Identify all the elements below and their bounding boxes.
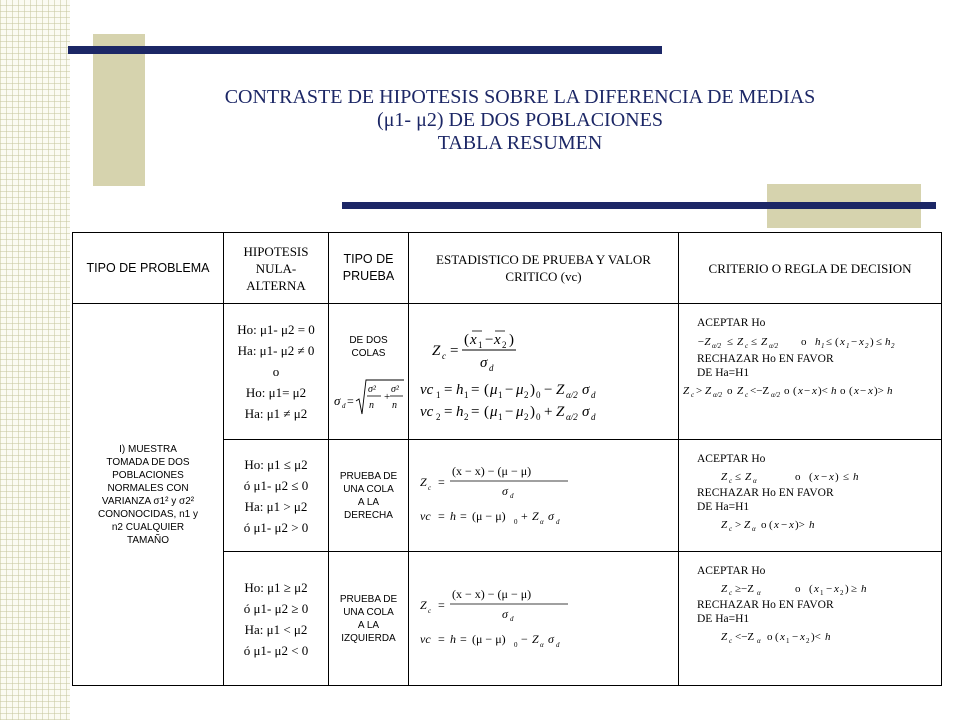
table-row (73, 304, 942, 440)
reject-condition-formula (721, 514, 921, 534)
top-accent-line (68, 46, 662, 54)
svg-text:d: d (510, 614, 514, 623)
svg-text:μ: μ (490, 403, 498, 420)
svg-text:−: − (521, 631, 528, 646)
svg-text:Z: Z (737, 385, 744, 397)
svg-text:Z: Z (721, 631, 728, 643)
summary-table (72, 232, 942, 686)
svg-text:h: h (456, 381, 464, 398)
svg-text:(: ( (835, 336, 839, 348)
svg-text:d: d (510, 491, 514, 500)
svg-text:): ) (845, 583, 849, 595)
svg-text:d: d (489, 362, 494, 373)
test-type-line: A LA (357, 496, 380, 508)
svg-text:o: o (761, 519, 767, 531)
svg-text:(μ − μ): (μ − μ) (472, 508, 506, 523)
svg-text:−: − (485, 331, 494, 348)
svg-text:o: o (795, 583, 801, 595)
svg-text:Z: Z (721, 519, 728, 531)
svg-text:x: x (798, 385, 803, 397)
svg-text:h: h (450, 631, 456, 646)
svg-text:α: α (540, 517, 544, 526)
svg-text:Z: Z (761, 336, 768, 348)
svg-text:−: − (781, 519, 788, 531)
svg-text:(: ( (849, 385, 853, 397)
svg-text:−: − (505, 403, 514, 420)
svg-text:−: − (792, 631, 799, 643)
svg-text:+: + (544, 403, 553, 420)
svg-text:α: α (753, 477, 757, 485)
svg-text:Z: Z (705, 385, 712, 397)
svg-text:<−Z: <−Z (750, 385, 770, 397)
svg-text:=: = (471, 403, 480, 420)
svg-text:≤: ≤ (826, 336, 833, 348)
svg-text:σ: σ (582, 381, 590, 398)
header-estadistico: ESTADISTICO DE PRUEBA Y VALOR CRITICO (vc) (409, 233, 679, 304)
svg-text:): ) (530, 381, 535, 398)
svg-text:0: 0 (514, 640, 518, 649)
statistic-cell (409, 552, 679, 686)
svg-text:x: x (470, 331, 477, 348)
svg-text:=: = (347, 394, 354, 408)
svg-text:o: o (727, 385, 733, 397)
test-type-line: PRUEBA DE (339, 593, 398, 605)
svg-text:c: c (729, 589, 733, 597)
svg-text:1: 1 (464, 389, 469, 400)
svg-text:h: h (825, 631, 831, 643)
svg-text:−Z: −Z (697, 336, 711, 348)
header-criterio: CRITERIO O REGLA DE DECISION (679, 233, 942, 304)
svg-text:σ: σ (480, 354, 488, 371)
svg-text:=: = (460, 631, 467, 646)
svg-text:≥: ≥ (851, 583, 858, 595)
svg-text:x: x (814, 471, 819, 483)
svg-text:c: c (729, 477, 733, 485)
svg-text:(: ( (793, 385, 797, 397)
svg-text:0: 0 (514, 517, 518, 526)
title-line-3: TABLA RESUMEN (437, 132, 603, 154)
svg-text:−: − (821, 471, 828, 483)
svg-text:o: o (767, 631, 773, 643)
reject-condition-formula (721, 626, 921, 646)
svg-text:(: ( (484, 403, 489, 420)
test-type-cell (329, 552, 409, 686)
svg-text:o: o (784, 385, 790, 397)
svg-text:x: x (829, 471, 834, 483)
svg-text:−: − (826, 583, 833, 595)
test-type-line: A LA (357, 619, 380, 631)
reject-label: RECHAZAR Ho EN FAVOR (697, 353, 834, 365)
svg-text:Z: Z (721, 583, 728, 595)
svg-text:2: 2 (806, 637, 810, 645)
title-line-1: CONTRASTE DE HIPOTESIS SOBRE LA DIFERENCIA DE MEDIAS (224, 86, 816, 108)
problem-line: TOMADA DE DOS (106, 456, 190, 468)
svg-text:0: 0 (536, 411, 541, 422)
svg-text:1: 1 (820, 589, 824, 597)
svg-text:=: = (460, 508, 467, 523)
problem-line: NORMALES CON (107, 482, 189, 494)
svg-text:≤: ≤ (735, 471, 742, 483)
svg-text:−: − (804, 385, 811, 397)
hypothesis-line: ó μ1- μ2 > 0 (243, 519, 309, 535)
svg-text:Z: Z (737, 336, 744, 348)
hypothesis-cell (224, 440, 329, 552)
svg-text:)>: )> (795, 519, 805, 531)
svg-text:−: − (544, 381, 553, 398)
svg-text:σ: σ (502, 606, 508, 621)
svg-text:x: x (814, 583, 819, 595)
header-row (73, 233, 942, 304)
svg-text:o: o (795, 471, 801, 483)
problem-line: CONONOCIDAS, n1 y (97, 508, 199, 520)
test-type-line: COLAS (351, 348, 386, 359)
svg-text:=: = (471, 381, 480, 398)
right-tail-statistic-formula (418, 462, 638, 530)
test-type-cell (329, 440, 409, 552)
svg-text:2: 2 (524, 411, 529, 422)
svg-text:c: c (745, 391, 749, 399)
two-tail-statistic-formula (418, 322, 678, 422)
svg-text:x: x (859, 336, 864, 348)
svg-text:(: ( (775, 631, 779, 643)
svg-text:x: x (834, 583, 839, 595)
svg-text:)<: )< (818, 385, 828, 397)
svg-text:>: > (696, 385, 703, 397)
svg-text:vc: vc (420, 508, 431, 523)
svg-text:=: = (438, 631, 445, 646)
accept-condition-formula (697, 330, 929, 352)
svg-text:d: d (591, 389, 596, 400)
hypothesis-line: Ha: μ1 ≠ μ2 (244, 406, 308, 421)
svg-text:≤: ≤ (727, 336, 734, 348)
svg-text:σ²: σ² (368, 384, 376, 395)
svg-text:≥−Z: ≥−Z (735, 583, 754, 595)
test-type-line: DERECHA (344, 509, 393, 521)
svg-text:α/2: α/2 (769, 342, 779, 350)
svg-text:1: 1 (498, 389, 503, 400)
svg-text:x: x (854, 385, 859, 397)
svg-text:h: h (831, 385, 837, 397)
svg-text:): ) (835, 471, 839, 483)
reject-label: RECHAZAR Ho EN FAVOR (697, 487, 834, 499)
svg-text:=: = (444, 381, 453, 398)
reject-label: RECHAZAR Ho EN FAVOR (697, 599, 834, 611)
reject-in-favor-label: DE Ha=H1 (697, 501, 750, 513)
svg-text:2: 2 (865, 342, 869, 350)
reject-condition-formula (683, 380, 915, 400)
svg-text:α/2: α/2 (713, 391, 723, 399)
hypothesis-line: Ho: μ1- μ2 = 0 (237, 322, 315, 337)
svg-text:(: ( (809, 471, 813, 483)
svg-text:=: = (438, 597, 445, 612)
svg-text:>: > (735, 519, 742, 531)
svg-text:2: 2 (436, 411, 441, 422)
svg-text:d: d (342, 402, 346, 410)
svg-text:h: h (885, 336, 891, 348)
svg-text:vc: vc (420, 403, 434, 420)
hypothesis-cell (224, 304, 329, 440)
svg-text:(: ( (809, 583, 813, 595)
svg-text:x: x (789, 519, 794, 531)
svg-text:−: − (851, 336, 858, 348)
svg-text:n: n (392, 400, 397, 411)
svg-text:1: 1 (846, 342, 850, 350)
test-type-line: DE DOS (349, 335, 388, 346)
svg-text:α/2: α/2 (771, 391, 781, 399)
problem-line: n2 CUALQUIER (111, 521, 185, 533)
svg-text:d: d (556, 517, 560, 526)
svg-text:=: = (450, 342, 459, 359)
test-type-line: IZQUIERDA (341, 632, 396, 644)
svg-text:α/2: α/2 (566, 411, 578, 422)
svg-text:α: α (752, 525, 756, 533)
svg-text:σ: σ (548, 508, 554, 523)
problem-type-cell (73, 304, 224, 686)
svg-text:x: x (774, 519, 779, 531)
svg-text:(: ( (484, 381, 489, 398)
problem-line: I) MUESTRA (119, 443, 177, 455)
svg-text:α/2: α/2 (566, 389, 578, 400)
svg-text:1: 1 (821, 342, 825, 350)
svg-text:=: = (444, 403, 453, 420)
svg-text:σ: σ (502, 483, 508, 498)
svg-text:h: h (815, 336, 821, 348)
problem-line: POBLACIONES (112, 469, 184, 481)
svg-text:1: 1 (498, 411, 503, 422)
svg-text:d: d (556, 640, 560, 649)
svg-text:c: c (729, 525, 733, 533)
accept-label: ACEPTAR Ho (697, 317, 766, 329)
header-tipo-problema: TIPO DE PROBLEMA (73, 233, 224, 304)
hypothesis-cell (224, 552, 329, 686)
svg-text:0: 0 (536, 389, 541, 400)
svg-text:c: c (729, 637, 733, 645)
svg-text:Z: Z (744, 519, 751, 531)
svg-text:2: 2 (891, 342, 895, 350)
left-tail-statistic-formula (418, 585, 638, 653)
hypothesis-line: ó μ1- μ2 ≤ 0 (243, 477, 309, 493)
svg-text:(: ( (769, 519, 773, 531)
svg-text:α: α (757, 637, 761, 645)
svg-text:α: α (757, 589, 761, 597)
svg-text:2: 2 (840, 589, 844, 597)
svg-text:μ: μ (516, 381, 524, 398)
hypothesis-line: Ho: μ1= μ2 (245, 385, 307, 400)
svg-text:Z: Z (432, 342, 441, 359)
bottom-accent-line (342, 202, 936, 209)
decision-cell (679, 304, 942, 440)
svg-text:−: − (860, 385, 867, 397)
svg-text:σ: σ (548, 631, 554, 646)
test-type-line: UNA COLA (343, 483, 394, 495)
svg-text:x: x (812, 385, 817, 397)
hypothesis-line: Ha: μ1 < μ2 (244, 621, 308, 637)
svg-text:c: c (745, 342, 749, 350)
svg-text:)<: )< (811, 631, 821, 643)
svg-text:n: n (369, 400, 374, 411)
svg-text:x: x (780, 631, 785, 643)
page-title (100, 86, 940, 155)
problem-line: VARIANZA σ1² y σ2² (101, 495, 195, 507)
svg-text:+: + (384, 391, 391, 403)
svg-text:x: x (868, 385, 873, 397)
svg-text:Z: Z (532, 508, 539, 523)
svg-text:): ) (509, 331, 514, 348)
statistic-cell (409, 440, 679, 552)
svg-text:h: h (456, 403, 464, 420)
svg-text:+: + (521, 508, 528, 523)
svg-text:<−Z: <−Z (735, 631, 755, 643)
svg-text:): ) (530, 403, 535, 420)
svg-text:=: = (438, 474, 445, 489)
svg-text:μ: μ (490, 381, 498, 398)
svg-text:(: ( (464, 331, 469, 348)
reject-in-favor-label: DE Ha=H1 (697, 613, 750, 625)
header-hipotesis: HIPOTESIS NULA-ALTERNA (224, 233, 329, 304)
svg-text:(x − x) − (μ − μ): (x − x) − (μ − μ) (452, 586, 532, 601)
accept-label: ACEPTAR Ho (697, 565, 766, 577)
hypothesis-line: ó μ1- μ2 < 0 (243, 642, 309, 658)
problem-line: TAMAÑO (126, 534, 170, 546)
test-type-line: UNA COLA (343, 606, 394, 618)
svg-text:Z: Z (532, 631, 539, 646)
accept-label: ACEPTAR Ho (697, 453, 766, 465)
svg-text:1: 1 (436, 389, 441, 400)
hypothesis-line: ó μ1- μ2 ≥ 0 (243, 600, 309, 616)
svg-text:h: h (809, 519, 815, 531)
svg-text:Z: Z (420, 597, 427, 612)
svg-text:σ²: σ² (391, 384, 399, 395)
svg-text:Z: Z (745, 471, 752, 483)
hypothesis-line: o (272, 364, 280, 379)
decision-cell (679, 552, 942, 686)
svg-text:Z: Z (420, 474, 427, 489)
test-type-cell (329, 304, 409, 440)
hypothesis-line: Ha: μ1 > μ2 (244, 498, 308, 514)
svg-text:=: = (438, 508, 445, 523)
svg-text:1: 1 (478, 339, 483, 350)
hypothesis-line: Ho: μ1 ≤ μ2 (244, 456, 308, 472)
reject-in-favor-label: DE Ha=H1 (697, 367, 750, 379)
svg-text:o: o (840, 385, 846, 397)
svg-text:h: h (853, 471, 859, 483)
svg-text:)>: )> (874, 385, 884, 397)
svg-text:2: 2 (464, 411, 469, 422)
header-tipo-prueba: TIPO DE PRUEBA (329, 233, 409, 304)
svg-text:x: x (840, 336, 845, 348)
svg-text:−: − (505, 381, 514, 398)
sigma-d-formula (332, 374, 406, 426)
svg-text:σ: σ (582, 403, 590, 420)
svg-text:Z: Z (721, 471, 728, 483)
svg-text:x: x (800, 631, 805, 643)
svg-text:x: x (494, 331, 501, 348)
svg-text:): ) (870, 336, 874, 348)
svg-text:(x − x) − (μ − μ): (x − x) − (μ − μ) (452, 463, 532, 478)
decision-cell (679, 440, 942, 552)
svg-text:h: h (887, 385, 893, 397)
svg-text:1: 1 (786, 637, 790, 645)
svg-text:vc: vc (420, 631, 431, 646)
svg-text:c: c (442, 350, 446, 361)
statistic-cell (409, 304, 679, 440)
svg-text:≤: ≤ (876, 336, 883, 348)
svg-text:α/2: α/2 (712, 342, 722, 350)
hypothesis-line: Ha: μ1- μ2 ≠ 0 (237, 343, 315, 358)
accept-condition-formula (721, 466, 921, 486)
svg-text:h: h (450, 508, 456, 523)
svg-text:Z: Z (556, 381, 565, 398)
hypothesis-line: Ho: μ1 ≥ μ2 (244, 579, 308, 595)
svg-text:c: c (428, 606, 432, 615)
svg-text:h: h (861, 583, 867, 595)
svg-text:α: α (540, 640, 544, 649)
svg-text:Z: Z (556, 403, 565, 420)
svg-text:(μ − μ): (μ − μ) (472, 631, 506, 646)
svg-text:c: c (691, 391, 695, 399)
svg-text:o: o (801, 336, 807, 348)
svg-text:≤: ≤ (843, 471, 850, 483)
svg-text:≤: ≤ (751, 336, 758, 348)
svg-text:d: d (591, 411, 596, 422)
svg-text:vc: vc (420, 381, 434, 398)
svg-text:2: 2 (502, 339, 507, 350)
svg-text:c: c (428, 483, 432, 492)
svg-text:Z: Z (683, 385, 690, 397)
accept-condition-formula (721, 578, 921, 598)
svg-text:2: 2 (524, 389, 529, 400)
svg-text:σ: σ (334, 393, 341, 408)
left-hatched-stripe (0, 0, 70, 720)
title-line-2: (μ1- μ2) DE DOS POBLACIONES (377, 109, 663, 131)
svg-text:μ: μ (516, 403, 524, 420)
test-type-line: PRUEBA DE (339, 470, 398, 482)
